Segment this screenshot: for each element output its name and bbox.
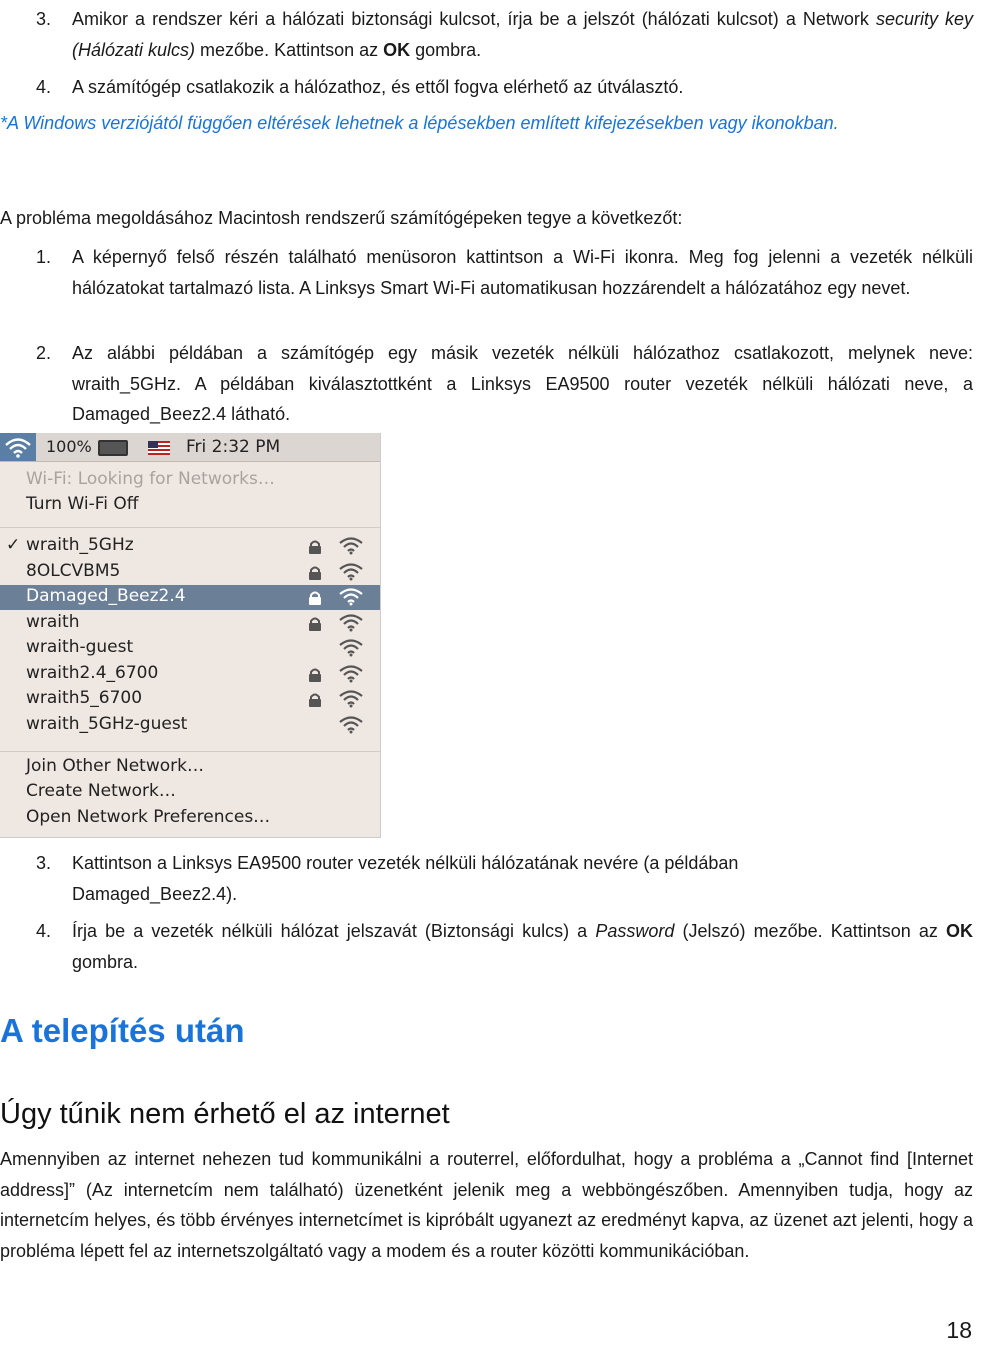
lock-icon [307,539,323,560]
list-text: Az alábbi példában a számítógép egy másik vezeték nélküli hálózathoz csatlakozott, melynek neve: wraith_5GHz. A példában kiválasztottként a Linksys EA9500 router vezeték nélküli hálózati neve, a Damaged_Beez2.4 látható. [72,343,973,424]
list-text: Írja be a vezeték nélküli hálózat jelszavát (Biztonsági kulcs) a Password (Jelszó) mezőbe. Kattintson az OK gombra. [72,921,973,972]
wifi-signal-icon [338,614,364,637]
battery-icon[interactable] [98,440,128,456]
network-item[interactable] [0,534,380,559]
us-flag-icon[interactable] [148,440,170,454]
open-network-preferences-item[interactable]: Open Network Preferences… [26,807,271,827]
network-name: wraith2.4_6700 [26,662,159,683]
field-name: security key (Hálózati kulcs) [72,9,974,60]
wifi-menu-screenshot [0,433,381,838]
list-text: Amikor a rendszer kéri a hálózati biztonsági kulcsot, írja be a jelszót (hálózati kulcsot) a Network security key (Hálózati kulcs) mezőbe. Kattintson az OK gombra. [72,9,974,60]
mac-intro: A probléma megoldásához Macintosh rendszerű számítógépeken tegye a következőt: [0,208,683,228]
wifi-signal-icon [338,690,364,713]
wifi-signal-icon [338,563,364,586]
list-item [0,4,973,66]
menu-bar [0,433,380,462]
page-number: 18 [946,1317,972,1343]
list-text: Kattintson a Linksys EA9500 router vezeték nélküli hálózatának nevére (a példában Damaged_Beez2.4). [72,853,739,904]
menubar-clock[interactable]: Fri 2:32 PM [186,437,281,457]
network-item[interactable] [0,687,380,712]
list-item [0,242,973,334]
lock-icon [307,616,323,637]
list-item [0,72,973,103]
network-name: Damaged_Beez2.4 [26,586,186,606]
ok-label: OK [383,39,411,60]
battery-percent: 100% [46,437,92,456]
field-name: Password [595,921,675,941]
network-item[interactable] [0,662,380,687]
ok-label: OK [946,921,973,941]
network-item[interactable] [0,585,380,610]
subsection-title: Úgy tűnik nem érhető el az internet [0,1098,450,1130]
wifi-signal-icon [338,537,364,560]
wifi-menubar-icon[interactable] [0,433,36,461]
network-name: wraith [26,611,80,632]
checkmark-icon: ✓ [6,535,21,555]
create-network-item[interactable]: Create Network… [26,781,176,801]
network-item[interactable] [0,636,380,661]
list-number: 4. [36,921,52,941]
list-text: A képernyő felső részén található menüsoron kattintson a Wi-Fi ikonra. Meg fog jelenni a vezeték nélküli hálózatokat tartalmazó lista. A Linksys Smart Wi-Fi automatikusan hozzárendelt a hálózatához egy nevet. [72,247,973,298]
list-number: 1. [36,247,52,267]
windows-note: *A Windows verziójától függően eltérések lehetnek a lépésekben említett kifejezésekben vagy ikonokban. [0,113,839,133]
list-number: 2. [36,343,52,363]
join-other-network-item[interactable]: Join Other Network… [26,756,204,776]
menu-separator [0,527,380,528]
lock-icon [307,667,323,688]
network-item[interactable] [0,560,380,585]
lock-icon [307,565,323,586]
list-number: 3. [36,9,52,29]
list-item [0,916,973,978]
network-name: wraith5_6700 [26,688,143,708]
list-item [0,338,973,430]
lock-icon [307,692,323,713]
network-item[interactable] [0,611,380,636]
network-name: wraith_5GHz-guest [26,713,188,734]
list-item [0,848,973,910]
wifi-signal-icon [338,665,364,688]
section-title: A telepítés után [0,1012,245,1049]
list-number: 3. [36,853,52,873]
turn-wifi-off-item[interactable]: Turn Wi-Fi Off [26,494,139,514]
wifi-status: Wi-Fi: Looking for Networks… [26,469,275,489]
lock-icon [307,590,323,611]
list-number: 4. [36,77,52,97]
network-name: wraith_5GHz [26,535,134,555]
network-item[interactable] [0,713,380,738]
body-paragraph: Amennyiben az internet nehezen tud kommunikálni a routerrel, előfordulhat, hogy a probléma a „Cannot find [Internet address]” (Az internetcím nem található) üzenetként jelenik meg a webböngészőben. Amennyiben tudja, hogy az internetcím helyes, és több érvényes internetcímet is kipróbált ugyanezt az eredményt kapva, az üzenet azt jelenti, hogy a probléma lépett fel az internetszolgáltató vagy a modem és a router közötti kommunikációban. [0,1149,973,1261]
wifi-signal-icon [338,588,364,611]
menu-separator [0,751,380,752]
wifi-signal-icon [338,716,364,739]
network-name: wraith-guest [26,637,134,657]
network-name: 8OLCVBM5 [26,560,121,581]
list-text: A számítógép csatlakozik a hálózathoz, és ettől fogva elérhető az útválasztó. [72,77,684,97]
wifi-signal-icon [338,639,364,662]
